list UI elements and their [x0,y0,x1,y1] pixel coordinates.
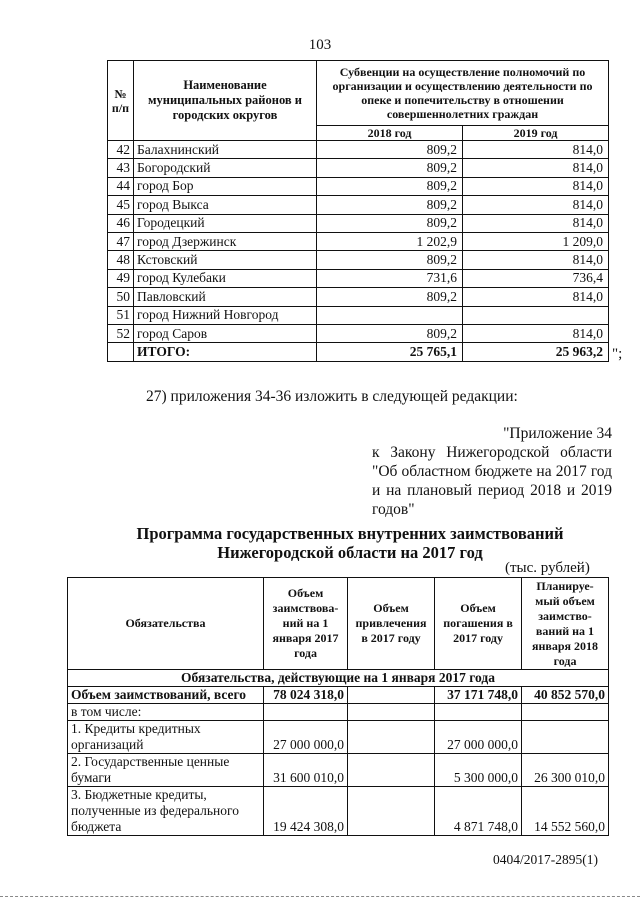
district-row [108,269,609,287]
value-2019: 814,0 [463,196,609,214]
planned-volume-header: Планируе-мый объем заимство-ваний на 1 января 2018 года [522,578,609,670]
attraction [348,754,435,787]
district-row [108,251,609,269]
borrowing-program-table [67,577,609,836]
borrowing-row [68,704,609,721]
obligation-label: 1. Кредиты кредитных организаций [68,721,264,754]
volume-jan1 [264,704,348,721]
row-number: 49 [108,269,134,287]
document-code: 0404/2017-2895(1) [493,852,598,867]
row-number: 42 [108,141,134,159]
district-name: город Нижний Новгород [134,306,317,324]
district-name: город Саров [134,324,317,342]
planned-volume: 40 852 570,0 [522,687,609,704]
row-number: 50 [108,288,134,306]
value-2018 [317,306,463,324]
district-row [108,141,609,159]
value-2019: 814,0 [463,251,609,269]
obligation-label: 2. Государственные ценные бумаги [68,754,264,787]
volume-jan1: 27 000 000,0 [264,721,348,754]
row-number: 44 [108,177,134,195]
appendix-line-3: "Об областном бюджете на 2017 год [372,463,612,480]
value-2018: 809,2 [317,324,463,342]
district-row [108,288,609,306]
value-2019: 814,0 [463,214,609,232]
value-2018: 809,2 [317,251,463,269]
value-2018: 1 202,9 [317,232,463,250]
page-number: 103 [308,37,332,53]
value-2019: 814,0 [463,177,609,195]
value-2018: 809,2 [317,214,463,232]
row-number: 47 [108,232,134,250]
value-2019: 814,0 [463,288,609,306]
planned-volume: 14 552 560,0 [522,787,609,836]
volume-jan1: 19 424 308,0 [264,787,348,836]
value-2019 [463,306,609,324]
total-2018: 25 765,1 [317,343,463,361]
col-number-header: № п/п [108,61,134,141]
value-2019: 814,0 [463,141,609,159]
district-row [108,196,609,214]
district-row [108,214,609,232]
district-name: Городецкий [134,214,317,232]
subventions-table [107,60,609,362]
appendix-line-1: "Приложение 34 [503,425,612,442]
program-title-2: Нижегородской области на 2017 год [217,543,483,562]
value-2018: 809,2 [317,196,463,214]
value-2018: 809,2 [317,288,463,306]
district-name: город Бор [134,177,317,195]
planned-volume: 26 300 010,0 [522,754,609,787]
attraction [348,687,435,704]
obligation-label: в том числе: [68,704,264,721]
attraction-header: Объем привлечения в 2017 году [348,578,435,670]
col-subvention-header: Субвенции на осуществление полномочий по организации и осуществлению деятельности по опеке и попечительству в отношении совершеннолетних граждан [317,61,609,126]
bottom-edge [0,896,640,898]
borrowing-row [68,754,609,787]
total-number-cell [108,343,134,361]
total-2019: 25 963,2 [463,343,609,361]
value-2019: 1 209,0 [463,232,609,250]
appendix-line-5: годов" [372,501,415,518]
total-label: ИТОГО: [134,343,317,361]
attraction [348,704,435,721]
district-name: город Выкса [134,196,317,214]
borrowing-row [68,787,609,836]
attraction [348,787,435,836]
value-2018: 809,2 [317,141,463,159]
repayment: 27 000 000,0 [435,721,522,754]
instruction-text: 27) приложения 34-36 изложить в следующей редакции: [146,388,518,405]
district-row [108,159,609,177]
col-2018-header: 2018 год [317,126,463,141]
units-label: (тыс. рублей) [505,560,590,576]
repayment-header: Объем погашения в 2017 году [435,578,522,670]
district-name: Богородский [134,159,317,177]
row-number: 46 [108,214,134,232]
volume-jan1: 78 024 318,0 [264,687,348,704]
planned-volume [522,704,609,721]
volume-jan1-header: Объем заимствова-ний на 1 января 2017 года [264,578,348,670]
appendix-caption [372,424,612,519]
value-2019: 814,0 [463,159,609,177]
obligations-header: Обязательства [68,578,264,670]
closing-quote: "; [612,346,623,362]
volume-jan1: 31 600 010,0 [264,754,348,787]
row-number: 51 [108,306,134,324]
appendix-line-2: к Закону Нижегородской области [372,444,612,461]
col-name-header: Наименование муниципальных районов и городских округов [134,61,317,141]
repayment: 37 171 748,0 [435,687,522,704]
value-2018: 809,2 [317,159,463,177]
district-row [108,324,609,342]
section-row: Обязательства, действующие на 1 января 2017 года [68,670,609,687]
value-2018: 809,2 [317,177,463,195]
attraction [348,721,435,754]
district-name: город Кулебаки [134,269,317,287]
district-row [108,306,609,324]
repayment [435,704,522,721]
repayment: 4 871 748,0 [435,787,522,836]
row-number: 52 [108,324,134,342]
borrowing-row [68,721,609,754]
planned-volume [522,721,609,754]
col-2019-header: 2019 год [463,126,609,141]
district-name: Кстовский [134,251,317,269]
obligation-label: Объем заимствований, всего [68,687,264,704]
appendix-line-4: и на плановый период 2018 и 2019 [372,482,612,499]
program-title-1: Программа государственных внутренних заимствований [136,524,564,543]
district-name: Балахнинский [134,141,317,159]
repayment: 5 300 000,0 [435,754,522,787]
district-name: Павловский [134,288,317,306]
borrowing-row [68,687,609,704]
district-row [108,177,609,195]
district-name: город Дзержинск [134,232,317,250]
value-2019: 814,0 [463,324,609,342]
value-2018: 731,6 [317,269,463,287]
district-row [108,232,609,250]
value-2019: 736,4 [463,269,609,287]
obligation-label: 3. Бюджетные кредиты, полученные из федерального бюджета [68,787,264,836]
row-number: 43 [108,159,134,177]
row-number: 45 [108,196,134,214]
row-number: 48 [108,251,134,269]
